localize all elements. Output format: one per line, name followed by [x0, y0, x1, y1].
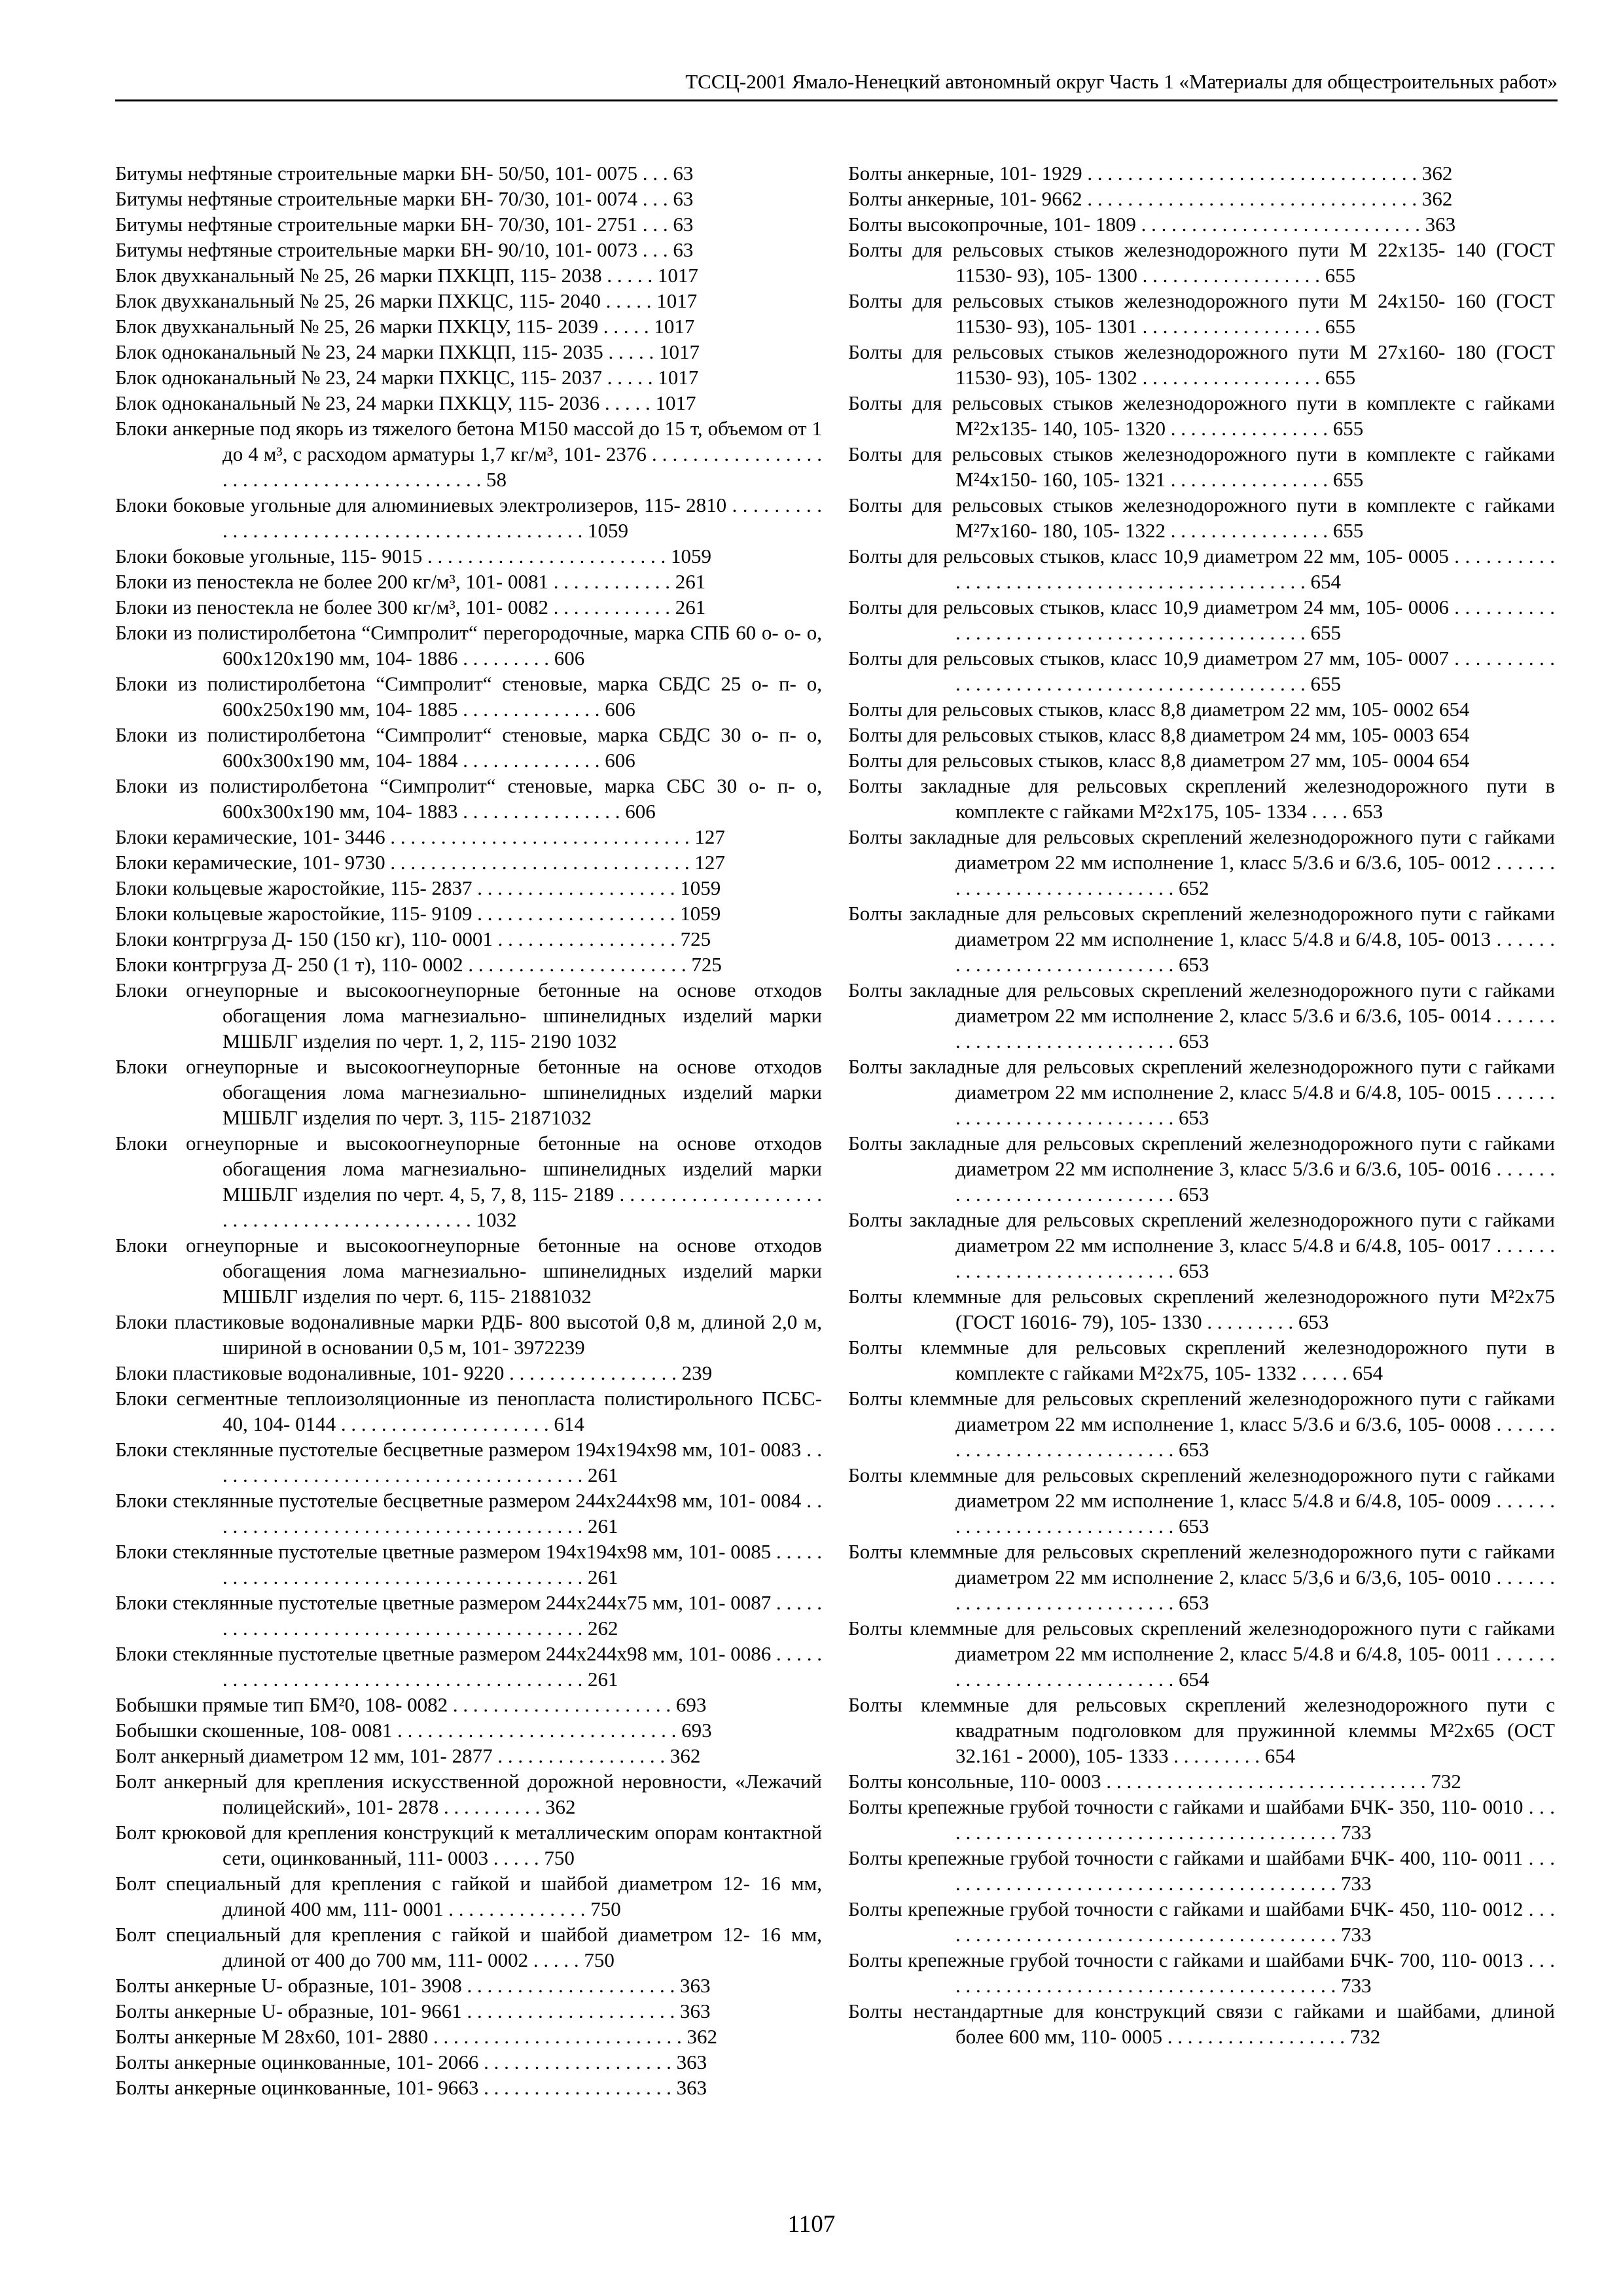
index-entry: Битумы нефтяные строительные марки БН- 70/30, 101- 2751 . . . 63: [115, 213, 694, 236]
index-entry: Блоки керамические, 101- 3446 . . . . . . . . . . . . . . . . . . . . . . . . . . . . . . 127: [115, 825, 725, 848]
index-entry: Болты клеммные для рельсовых скреплений железнодорожного пути с квадратным подголовком для пружинной клеммы М²2х65 (ОСТ 32.161 - 2000), 105- 1333 . . . . . . . . . 654: [848, 1693, 1555, 1767]
index-entry: Болт крюковой для крепления конструкций к металлическим опорам контактной сети, оцинкованный, 111- 0003 . . . . . 750: [115, 1821, 822, 1869]
index-entry: Блок одноканальный № 23, 24 марки ПХКЦУ, 115- 2036 . . . . . 1017: [115, 391, 696, 414]
index-entry: Блок двухканальный № 25, 26 марки ПХКЦС, 115- 2040 . . . . . 1017: [115, 289, 698, 312]
index-entry: Болты для рельсовых стыков железнодорожного пути М 24х150- 160 (ГОСТ 11530- 93), 105- 1301 . . . . . . . . . . . . . . . . . . 655: [848, 289, 1555, 338]
index-entry: Блоки стеклянные пустотелые цветные размером 194х194х98 мм, 101- 0085 . . . . . . . . . . . . . . . . . . . . . . . . . . . . . . . . . . . . . . . . . 261: [115, 1540, 822, 1588]
index-entry: Блоки анкерные под якорь из тяжелого бетона М150 массой до 15 т, объемом от 1 до 4 м³, с расходом арматуры 1,7 кг/м³, 101- 2376 . . . . . . . . . . . . . . . . . . . . . . . . . . . . . . . . . . . . . . . . . . . 58: [115, 417, 822, 491]
index-entry: Болты закладные для рельсовых скреплений железнодорожного пути с гайками диаметром 22 мм исполнение 1, класс 5/3.6 и 6/3.6, 105- 0012 . . . . . . . . . . . . . . . . . . . . . . . . . . . . 652: [848, 825, 1555, 899]
index-entry: Болты для рельсовых стыков железнодорожного пути М 27х160- 180 (ГОСТ 11530- 93), 105- 1302 . . . . . . . . . . . . . . . . . . 655: [848, 340, 1555, 389]
index-entry: Болты закладные для рельсовых скреплений железнодорожного пути в комплекте с гайками М²2х175, 105- 1334 . . . . 653: [848, 774, 1555, 823]
index-entry: Болты анкерные U- образные, 101- 3908 . . . . . . . . . . . . . . . . . . . . . 363: [115, 1974, 711, 1997]
index-entry: Блоки пластиковые водоналивные, 101- 9220 . . . . . . . . . . . . . . . . . 239: [115, 1361, 713, 1384]
index-entry: Болты анкерные оцинкованные, 101- 9663 . . . . . . . . . . . . . . . . . . . 363: [115, 2076, 707, 2099]
index-entry: Блоки из пеностекла не более 300 кг/м³, 101- 0082 . . . . . . . . . . . . 261: [115, 596, 706, 619]
index-entry: Болты крепежные грубой точности с гайками и шайбами БЧК- 400, 110- 0011 . . . . . . . . . . . . . . . . . . . . . . . . . . . . . . . . . . . . . . . . . 733: [848, 1846, 1555, 1895]
index-entry: Блоки из полистиролбетона “Симпролит“ стеновые, марка СБДС 30 о- п- о, 600х300х190 мм, 104- 1884 . . . . . . . . . . . . . . 606: [115, 723, 822, 772]
index-entry: Болты закладные для рельсовых скреплений железнодорожного пути с гайками диаметром 22 мм исполнение 2, класс 5/4.8 и 6/4.8, 105- 0015 . . . . . . . . . . . . . . . . . . . . . . . . . . . . 653: [848, 1055, 1555, 1129]
index-entry: Болты клеммные для рельсовых скреплений железнодорожного пути с гайками диаметром 22 мм исполнение 1, класс 5/4.8 и 6/4.8, 105- 0009 . . . . . . . . . . . . . . . . . . . . . . . . . . . . 653: [848, 1463, 1555, 1537]
index-entry: Болты крепежные грубой точности с гайками и шайбами БЧК- 350, 110- 0010 . . . . . . . . . . . . . . . . . . . . . . . . . . . . . . . . . . . . . . . . . 733: [848, 1795, 1555, 1844]
index-entry: Болт специальный для крепления с гайкой и шайбой диаметром 12- 16 мм, длиной от 400 до 700 мм, 111- 0002 . . . . . 750: [115, 1923, 822, 1971]
index-entry: Болты нестандартные для конструкций связи с гайками и шайбами, длиной более 600 мм, 110- 0005 . . . . . . . . . . . . . . . . . . 732: [848, 2000, 1555, 2048]
page-header: ТССЦ-2001 Ямало-Ненецкий автономный округ Часть 1 «Материалы для общестроительных работ»: [685, 70, 1558, 93]
index-entry: Болты крепежные грубой точности с гайками и шайбами БЧК- 700, 110- 0013 . . . . . . . . . . . . . . . . . . . . . . . . . . . . . . . . . . . . . . . . . 733: [848, 1948, 1555, 1997]
index-entry: Болт специальный для крепления с гайкой и шайбой диаметром 12- 16 мм, длиной 400 мм, 111- 0001 . . . . . . . . . . . . . . 750: [115, 1872, 822, 1920]
index-entry: Болты клеммные для рельсовых скреплений железнодорожного пути с гайками диаметром 22 мм исполнение 2, класс 5/3,6 и 6/3,6, 105- 0010 . . . . . . . . . . . . . . . . . . . . . . . . . . . . 653: [848, 1540, 1555, 1614]
index-entry: Болты для рельсовых стыков железнодорожного пути в комплекте с гайками М²4х150- 160, 105- 1321 . . . . . . . . . . . . . . . . 655: [848, 442, 1555, 491]
index-entry: Блоки из полистиролбетона “Симпролит“ стеновые, марка СБС 30 о- п- о, 600х300х190 мм, 104- 1883 . . . . . . . . . . . . . . . . 606: [115, 774, 822, 823]
index-entry: Болты закладные для рельсовых скреплений железнодорожного пути с гайками диаметром 22 мм исполнение 3, класс 5/3.6 и 6/3.6, 105- 0016 . . . . . . . . . . . . . . . . . . . . . . . . . . . . 653: [848, 1132, 1555, 1206]
index-entry: Болты клеммные для рельсовых скреплений железнодорожного пути с гайками диаметром 22 мм исполнение 1, класс 5/3.6 и 6/3.6, 105- 0008 . . . . . . . . . . . . . . . . . . . . . . . . . . . . 653: [848, 1387, 1555, 1461]
index-entry: Болты анкерные оцинкованные, 101- 2066 . . . . . . . . . . . . . . . . . . . 363: [115, 2051, 707, 2073]
index-entry: Болты анкерные, 101- 1929 . . . . . . . . . . . . . . . . . . . . . . . . . . . . . . . . . 362: [848, 162, 1453, 185]
index-entry: Блоки стеклянные пустотелые бесцветные размером 194х194х98 мм, 101- 0083 . . . . . . . . . . . . . . . . . . . . . . . . . . . . . . . . . . . . . . 261: [115, 1438, 822, 1486]
index-entry: Битумы нефтяные строительные марки БН- 90/10, 101- 0073 . . . 63: [115, 238, 694, 261]
index-entry: Болты закладные для рельсовых скреплений железнодорожного пути с гайками диаметром 22 мм исполнение 2, класс 5/3.6 и 6/3.6, 105- 0014 . . . . . . . . . . . . . . . . . . . . . . . . . . . . 653: [848, 978, 1555, 1052]
index-entry: Блоки боковые угольные, 115- 9015 . . . . . . . . . . . . . . . . . . . . . . . . 1059: [115, 545, 711, 567]
index-entry: Болты высокопрочные, 101- 1809 . . . . . . . . . . . . . . . . . . . . . . . . . . . . 363: [848, 213, 1456, 236]
index-entry: Болт анкерный диаметром 12 мм, 101- 2877 . . . . . . . . . . . . . . . . . 362: [115, 1744, 701, 1767]
index-entry: Болты клеммные для рельсовых скреплений железнодорожного пути с гайками диаметром 22 мм исполнение 2, класс 5/4.8 и 6/4.8, 105- 0011 . . . . . . . . . . . . . . . . . . . . . . . . . . . . 654: [848, 1617, 1555, 1691]
index-entry: Блоки контргруза Д- 250 (1 т), 110- 0002 . . . . . . . . . . . . . . . . . . . . . . 725: [115, 953, 722, 976]
index-entry: Блок одноканальный № 23, 24 марки ПХКЦС, 115- 2037 . . . . . 1017: [115, 366, 699, 389]
index-entry: Болты клеммные для рельсовых скреплений железнодорожного пути М²2х75 (ГОСТ 16016- 79), 105- 1330 . . . . . . . . . 653: [848, 1285, 1555, 1333]
index-entry: Блоки огнеупорные и высокоогнеупорные бетонные на основе отходов обогащения лома магнезиально- шпинелидных изделий марки МШБЛГ изделия по черт. 4, 5, 7, 8, 115- 2189 . . . . . . . . . . . . . . . . . . . . . . . . . . . . . . . . . . . . . . . . . . . . . 1032: [115, 1132, 822, 1231]
index-entry: Бобышки скошенные, 108- 0081 . . . . . . . . . . . . . . . . . . . . . . . . . . . . 693: [115, 1719, 712, 1742]
index-entry: Болты для рельсовых стыков, класс 10,9 диаметром 24 мм, 105- 0006 . . . . . . . . . . . . . . . . . . . . . . . . . . . . . . . . . . . . . . . . . . . . . 655: [848, 596, 1555, 644]
index-entry: Болты для рельсовых стыков, класс 10,9 диаметром 22 мм, 105- 0005 . . . . . . . . . . . . . . . . . . . . . . . . . . . . . . . . . . . . . . . . . . . . . 654: [848, 545, 1555, 593]
index-entry: Болты для рельсовых стыков, класс 8,8 диаметром 27 мм, 105- 0004 654: [848, 749, 1470, 772]
index-entry: Блоки огнеупорные и высокоогнеупорные бетонные на основе отходов обогащения лома магнезиально- шпинелидных изделий марки МШБЛГ изделия по черт. 6, 115- 21881032: [115, 1234, 822, 1308]
index-entry: Блоки из полистиролбетона “Симпролит“ стеновые, марка СБДС 25 о- п- о, 600х250х190 мм, 104- 1885 . . . . . . . . . . . . . . 606: [115, 672, 822, 721]
index-entry: Болт анкерный для крепления искусственной дорожной неровности, «Лежачий полицейский», 101- 2878 . . . . . . . . . . 362: [115, 1770, 822, 1818]
index-entry: Блоки пластиковые водоналивные марки РДБ- 800 высотой 0,8 м, длиной 2,0 м, шириной в основании 0,5 м, 101- 3972239: [115, 1310, 822, 1359]
index-entry: Болты для рельсовых стыков, класс 8,8 диаметром 24 мм, 105- 0003 654: [848, 723, 1470, 746]
index-column-right: [848, 160, 1555, 2049]
index-entry: Болты для рельсовых стыков железнодорожного пути в комплекте с гайками М²7х160- 180, 105- 1322 . . . . . . . . . . . . . . . . 655: [848, 493, 1555, 542]
index-entry: Блоки из пеностекла не более 200 кг/м³, 101- 0081 . . . . . . . . . . . . 261: [115, 570, 706, 593]
index-entry: Болты закладные для рельсовых скреплений железнодорожного пути с гайками диаметром 22 мм исполнение 3, класс 5/4.8 и 6/4.8, 105- 0017 . . . . . . . . . . . . . . . . . . . . . . . . . . . . 653: [848, 1208, 1555, 1282]
index-entry: Блок двухканальный № 25, 26 марки ПХКЦУ, 115- 2039 . . . . . 1017: [115, 315, 695, 338]
index-entry: Блоки сегментные теплоизоляционные из пенопласта полистирольного ПСБС- 40, 104- 0144 . . . . . . . . . . . . . . . . . . . . . 614: [115, 1387, 822, 1435]
header-rule: [115, 99, 1558, 101]
index-entry: Болты анкерные, 101- 9662 . . . . . . . . . . . . . . . . . . . . . . . . . . . . . . . . . 362: [848, 187, 1453, 210]
index-entry: Блоки огнеупорные и высокоогнеупорные бетонные на основе отходов обогащения лома магнезиально- шпинелидных изделий марки МШБЛГ изделия по черт. 3, 115- 21871032: [115, 1055, 822, 1129]
index-entry: Блоки кольцевые жаростойкие, 115- 2837 . . . . . . . . . . . . . . . . . . . . 1059: [115, 876, 721, 899]
index-entry: Болты для рельсовых стыков железнодорожного пути в комплекте с гайками М²2х135- 140, 105- 1320 . . . . . . . . . . . . . . . . 655: [848, 391, 1555, 440]
index-entry: Бобышки прямые тип БМ²0, 108- 0082 . . . . . . . . . . . . . . . . . . . . . . 693: [115, 1693, 707, 1716]
index-entry: Блоки керамические, 101- 9730 . . . . . . . . . . . . . . . . . . . . . . . . . . . . . . 127: [115, 851, 725, 874]
index-column-left: [115, 160, 822, 2100]
index-entry: Блоки боковые угольные для алюминиевых электролизеров, 115- 2810 . . . . . . . . . . . . . . . . . . . . . . . . . . . . . . . . . . . . . . . . . . . . . 1059: [115, 493, 822, 542]
index-entry: Блок одноканальный № 23, 24 марки ПХКЦП, 115- 2035 . . . . . 1017: [115, 340, 700, 363]
index-entry: Блоки огнеупорные и высокоогнеупорные бетонные на основе отходов обогащения лома магнезиально- шпинелидных изделий марки МШБЛГ изделия по черт. 1, 2, 115- 2190 1032: [115, 978, 822, 1052]
index-entry: Блоки стеклянные пустотелые цветные размером 244х244х98 мм, 101- 0086 . . . . . . . . . . . . . . . . . . . . . . . . . . . . . . . . . . . . . . . . . 261: [115, 1642, 822, 1691]
index-entry: Битумы нефтяные строительные марки БН- 70/30, 101- 0074 . . . 63: [115, 187, 694, 210]
index-entry: Болты для рельсовых стыков железнодорожного пути М 22х135- 140 (ГОСТ 11530- 93), 105- 1300 . . . . . . . . . . . . . . . . . . 655: [848, 238, 1555, 287]
index-entry: Болты клеммные для рельсовых скреплений железнодорожного пути в комплекте с гайками М²2х75, 105- 1332 . . . . . 654: [848, 1336, 1555, 1384]
index-entry: Болты анкерные U- образные, 101- 9661 . . . . . . . . . . . . . . . . . . . . . 363: [115, 2000, 711, 2022]
index-entry: Болты анкерные М 28х60, 101- 2880 . . . . . . . . . . . . . . . . . . . . . . . . . 362: [115, 2025, 717, 2048]
index-entry: Блоки кольцевые жаростойкие, 115- 9109 . . . . . . . . . . . . . . . . . . . . 1059: [115, 902, 721, 925]
index-entry: Битумы нефтяные строительные марки БН- 50/50, 101- 0075 . . . 63: [115, 162, 694, 185]
page-number: 1107: [787, 2211, 836, 2238]
index-entry: Блок двухканальный № 25, 26 марки ПХКЦП, 115- 2038 . . . . . 1017: [115, 264, 698, 287]
index-entry: Блоки контргруза Д- 150 (150 кг), 110- 0001 . . . . . . . . . . . . . . . . . . 725: [115, 927, 711, 950]
index-entry: Болты для рельсовых стыков, класс 8,8 диаметром 22 мм, 105- 0002 654: [848, 698, 1470, 721]
index-entry: Блоки из полистиролбетона “Симпролит“ перегородочные, марка СПБ 60 о- о- о, 600х120х190 мм, 104- 1886 . . . . . . . . . 606: [115, 621, 822, 670]
index-entry: Блоки стеклянные пустотелые цветные размером 244х244х75 мм, 101- 0087 . . . . . . . . . . . . . . . . . . . . . . . . . . . . . . . . . . . . . . . . . 262: [115, 1591, 822, 1640]
index-entry: Болты закладные для рельсовых скреплений железнодорожного пути с гайками диаметром 22 мм исполнение 1, класс 5/4.8 и 6/4.8, 105- 0013 . . . . . . . . . . . . . . . . . . . . . . . . . . . . 653: [848, 902, 1555, 976]
index-entry: Блоки стеклянные пустотелые бесцветные размером 244х244х98 мм, 101- 0084 . . . . . . . . . . . . . . . . . . . . . . . . . . . . . . . . . . . . . . 261: [115, 1489, 822, 1537]
index-entry: Болты для рельсовых стыков, класс 10,9 диаметром 27 мм, 105- 0007 . . . . . . . . . . . . . . . . . . . . . . . . . . . . . . . . . . . . . . . . . . . . . 655: [848, 647, 1555, 695]
index-entry: Болты консольные, 110- 0003 . . . . . . . . . . . . . . . . . . . . . . . . . . . . . . . . 732: [848, 1770, 1461, 1793]
index-entry: Болты крепежные грубой точности с гайками и шайбами БЧК- 450, 110- 0012 . . . . . . . . . . . . . . . . . . . . . . . . . . . . . . . . . . . . . . . . . 733: [848, 1897, 1555, 1946]
